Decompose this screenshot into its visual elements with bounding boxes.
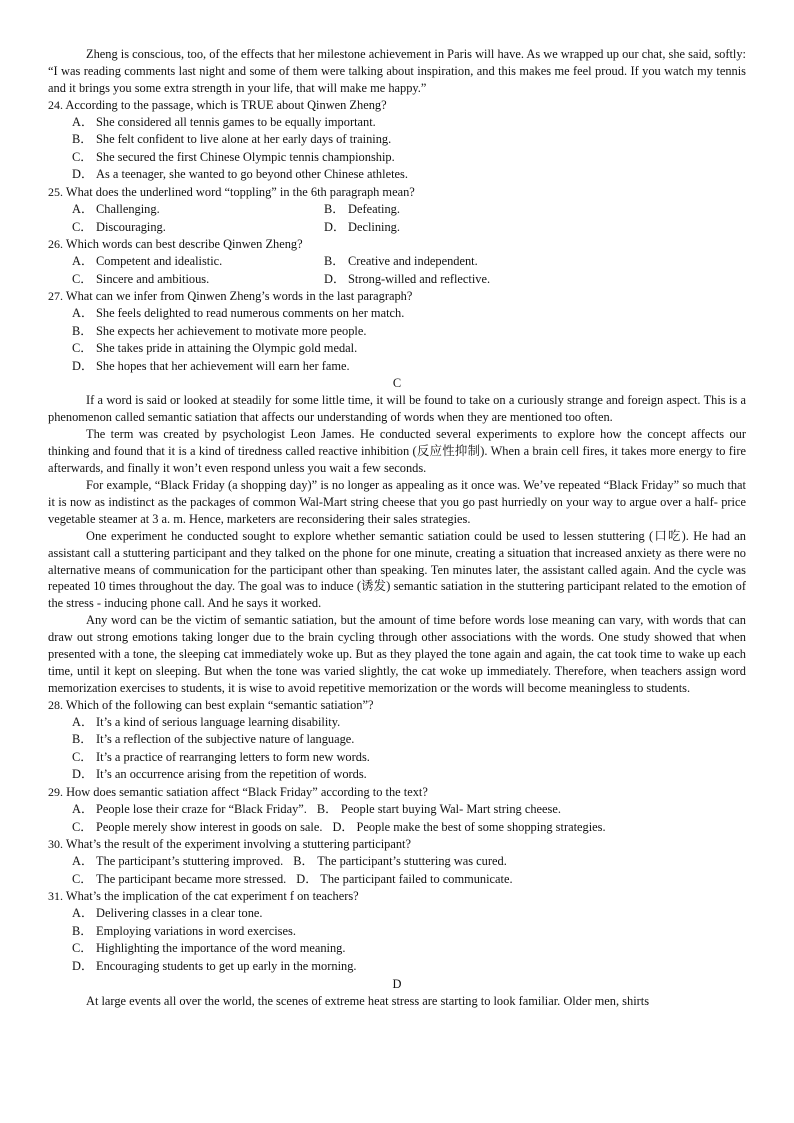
section-c-paragraph-2: The term was created by psychologist Leon James. He conducted several experiments to explore how the concept affects our thinking and found that it is a kind of tiredness called reactive inhibition (反应性抑制). When a brain cell fires, it takes more energy to fire afterwards, and finally it won’t even respond unless you wait a few seconds. xyxy=(48,427,746,476)
question-text: What can we infer from Qinwen Zheng’s words in the last paragraph? xyxy=(65,289,413,304)
intro-paragraph: Zheng is conscious, too, of the effects that her milestone achievement in Paris will have. As we wrapped up our chat, she said, softly: “I was reading comments last night and some of them were talking about inspiration, and this makes me feel proud. If you watch my tennis and it brings you some extra strength in your life, that will make me happy.” xyxy=(48,47,746,95)
option-30c[interactable]: C． The participant became more stressed. xyxy=(72,871,287,886)
question-text: According to the passage, which is TRUE about Qinwen Zheng? xyxy=(65,97,387,112)
question-30 xyxy=(48,836,746,853)
question-text: Which of the following can best explain “semantic satiation”? xyxy=(65,697,374,712)
option-27b[interactable]: B． She expects her achievement to motivate more people. xyxy=(72,323,367,338)
option-row-29cd xyxy=(72,819,746,837)
option-25a[interactable]: A． Challenging. xyxy=(72,201,160,216)
section-d-paragraph-1: At large events all over the world, the scenes of extreme heat stress are starting to look familiar. Older men, shirts xyxy=(86,993,650,1008)
question-text: What’s the implication of the cat experiment f on teachers? xyxy=(65,889,359,904)
question-number: 24. xyxy=(48,97,63,112)
option-25c[interactable]: C． Discouraging. xyxy=(72,219,166,234)
option-29d[interactable]: D． People make the best of some shopping strategies. xyxy=(332,819,606,834)
question-27 xyxy=(48,288,746,305)
question-number: 31. xyxy=(48,889,63,904)
question-number: 29. xyxy=(48,785,63,800)
question-number: 26. xyxy=(48,237,63,252)
option-28d[interactable]: D． It’s an occurrence arising from the repetition of words. xyxy=(72,767,367,782)
option-29b[interactable]: B． People start buying Wal- Mart string cheese. xyxy=(316,801,561,816)
question-28 xyxy=(48,697,746,714)
exam-page xyxy=(48,46,746,1009)
question-text: What does the underlined word “toppling” in the 6th paragraph mean? xyxy=(65,185,415,199)
question-29 xyxy=(48,784,746,801)
section-c-paragraph-3: For example, “Black Friday (a shopping day)” is no longer as appealing as it once was. We’ve repeated “Black Friday” so much that it is now as indistinct as the packages of common Wal-Mart string cheese that you go past hurriedly on your way to argue over a half- price vegetable steamer at 3 a. m. Hence, marketers are reconsidering their sales strategies. xyxy=(48,478,746,526)
option-31c[interactable]: C． Highlighting the importance of the word meaning. xyxy=(72,941,346,956)
question-25 xyxy=(48,184,746,201)
option-row-25ab xyxy=(72,201,746,219)
question-31 xyxy=(48,888,746,905)
option-24c[interactable]: C． She secured the first Chinese Olympic tennis championship. xyxy=(72,149,395,164)
option-row-29ab xyxy=(72,801,746,819)
option-24b[interactable]: B． She felt confident to live alone at her early days of training. xyxy=(72,132,392,147)
question-text: Which words can best describe Qinwen Zheng? xyxy=(65,237,303,252)
section-d-heading: D xyxy=(392,976,402,991)
option-row-30ab xyxy=(72,853,746,871)
option-27a[interactable]: A． She feels delighted to read numerous comments on her match. xyxy=(72,306,405,321)
option-30d[interactable]: D． The participant failed to communicate. xyxy=(296,871,513,886)
option-27d[interactable]: D． She hopes that her achievement will earn her fame. xyxy=(72,358,350,373)
section-c-paragraph-5: Any word can be the victim of semantic satiation, but the amount of time before words lose meaning can vary, with words that can draw out strong emotions taking longer due to the brain cycling through other associations with the words. One study showed that when presented with a tone, the sleeping cat immediately woke up. But as they played the tone again and again, the cat took time to wake up each time, until it kept on sleeping. But when the tone was varied slightly, the cat woke up immediately. Therefore, when teachers assign word memorization exercises to students, it is wise to avoid repetitive memorization or the words will become meaningless to students. xyxy=(48,613,746,695)
option-28a[interactable]: A． It’s a kind of serious language learning disability. xyxy=(72,714,341,729)
question-text: How does semantic satiation affect “Black Friday” according to the text? xyxy=(66,785,428,800)
question-number: 27. xyxy=(48,289,63,304)
option-31b[interactable]: B． Employing variations in word exercises. xyxy=(72,923,296,938)
option-25d[interactable]: D． Declining. xyxy=(324,219,400,234)
question-number: 25. xyxy=(48,185,63,199)
question-number: 30. xyxy=(48,837,63,852)
option-29c[interactable]: C． People merely show interest in goods on sale. xyxy=(72,819,323,834)
question-26 xyxy=(48,236,746,253)
option-row-30cd xyxy=(72,871,746,889)
option-24a[interactable]: A． She considered all tennis games to be equally important. xyxy=(72,114,376,129)
option-26c[interactable]: C． Sincere and ambitious. xyxy=(72,271,210,286)
section-c-heading: C xyxy=(392,376,402,391)
option-row-25cd xyxy=(72,219,746,237)
option-row-26cd xyxy=(72,271,746,289)
option-27c[interactable]: C． She takes pride in attaining the Olympic gold medal. xyxy=(72,341,358,356)
question-text: What’s the result of the experiment involving a stuttering participant? xyxy=(65,837,411,852)
option-31a[interactable]: A． Delivering classes in a clear tone. xyxy=(72,906,263,921)
option-25b[interactable]: B． Defeating. xyxy=(324,201,400,216)
option-row-26ab xyxy=(72,253,746,271)
option-26d[interactable]: D． Strong-willed and reflective. xyxy=(324,271,491,286)
option-26b[interactable]: B． Creative and independent. xyxy=(324,254,478,268)
option-30a[interactable]: A． The participant’s stuttering improved. xyxy=(72,854,284,869)
section-c-paragraph-4: One experiment he conducted sought to explore whether semantic satiation could be used to lessen stuttering (口吃). He had an assistant call a stuttering participant and they talked on the phone for one minute, creating a situation that increased anxiety as there were no alternative means of communication for the participant other than speaking. Ten minutes later, the assistant called again. And the cycle was repeated 10 times throughout the day. The goal was to induce (诱发) semantic satiation in the stuttering participant related to the emotion of the stress - inducing phone call. And he says it worked. xyxy=(48,528,746,611)
section-c-paragraph-1: If a word is said or looked at steadily for some little time, it will be found to take on a curiously strange and foreign aspect. This is a phenomenon called semantic satiation that affects our understanding of words when they are mentioned too often. xyxy=(48,393,746,425)
option-31d[interactable]: D． Encouraging students to get up early in the morning. xyxy=(72,958,357,973)
question-number: 28. xyxy=(48,697,63,712)
option-29a[interactable]: A． People lose their craze for “Black Friday”. xyxy=(72,801,307,816)
option-26a[interactable]: A． Competent and idealistic. xyxy=(72,254,223,268)
option-24d[interactable]: D． As a teenager, she wanted to go beyond other Chinese athletes. xyxy=(72,167,408,182)
option-30b[interactable]: B． The participant’s stuttering was cured. xyxy=(293,854,507,869)
option-28c[interactable]: C． It’s a practice of rearranging letters to form new words. xyxy=(72,749,370,764)
option-28b[interactable]: B． It’s a reflection of the subjective nature of language. xyxy=(72,732,355,747)
question-24 xyxy=(48,97,746,114)
